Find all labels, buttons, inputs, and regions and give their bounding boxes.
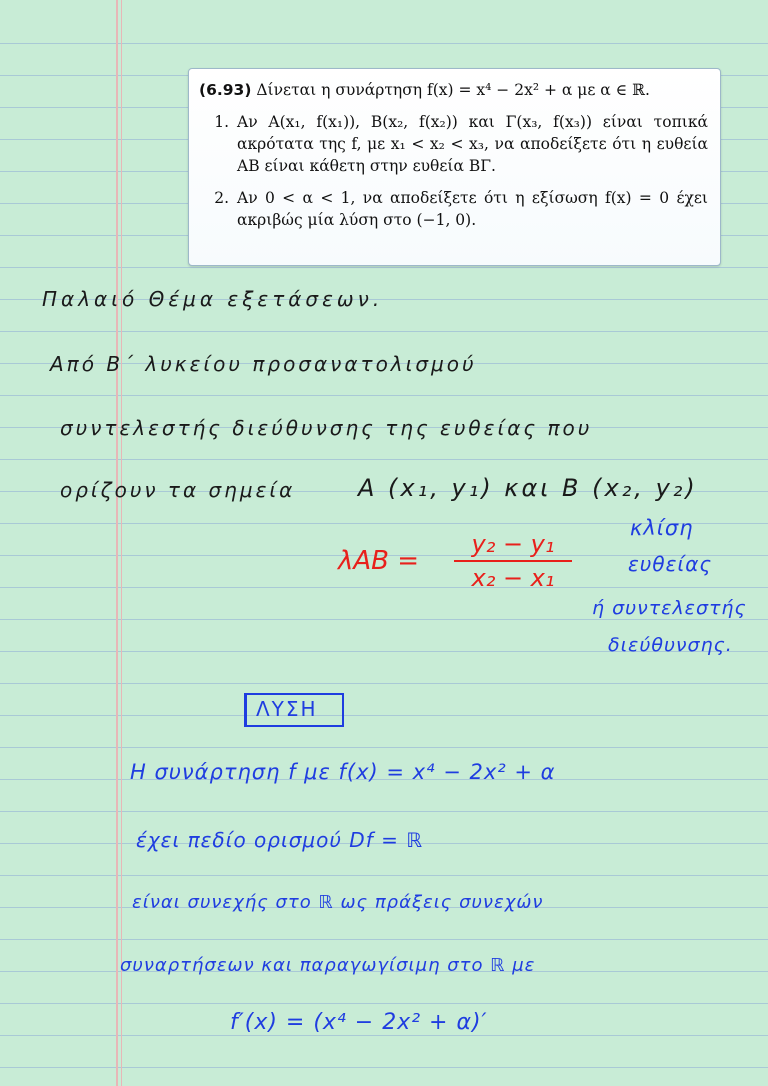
fraction-numerator: y₂ − y₁	[454, 530, 572, 562]
problem-box	[188, 68, 721, 266]
item-text: Αν 0 < α < 1, να αποδείξετε ότι η εξίσωση f(x) = 0 έχει ακριβώς μία λύση στο (−1, 0).	[237, 189, 708, 229]
side-note-1: κλίση	[630, 516, 694, 540]
note-line-2: Από Β΄ λυκείου προσανατολισμού	[50, 352, 477, 376]
notebook-margin-line	[116, 0, 118, 1086]
solution-line-5: f′(x) = (x⁴ − 2x² + α)′	[230, 1010, 488, 1035]
side-note-4: διεύθυνσης.	[608, 634, 733, 656]
fraction-denominator: x₂ − x₁	[471, 564, 555, 592]
notebook-margin-line-inner	[121, 0, 122, 1086]
item-text: Αν A(x₁, f(x₁)), B(x₂, f(x₂)) και Γ(x₃, f(x₃)) είναι τοπικά ακρότατα της f, με x₁ < x₂ < x₃, να αποδείξετε ότι η ευθεία AB είναι κάθετη στην ευθεία BΓ.	[237, 113, 708, 175]
problem-item-1	[199, 111, 708, 177]
side-note-2: ευθείας	[628, 552, 713, 576]
lambda-label: λAB =	[338, 546, 420, 576]
problem-number: (6.93)	[199, 81, 252, 99]
solution-line-2: έχει πεδίο ορισμού Df = ℝ	[136, 828, 424, 852]
note-line-3: συντελεστής διεύθυνσης της ευθείας που	[60, 416, 593, 440]
slope-fraction	[454, 530, 572, 592]
item-number: 2.	[214, 189, 229, 207]
problem-header	[199, 79, 708, 101]
note-line-4b: A (x₁, y₁) και B (x₂, y₂)	[358, 474, 698, 502]
problem-items	[199, 111, 708, 231]
solution-line-4: συναρτήσεων και παραγωγίσιμη στο ℝ με	[120, 955, 536, 976]
problem-item-2	[199, 187, 708, 231]
solution-title: ΛΥΣΗ	[256, 697, 318, 721]
note-line-4a: ορίζουν τα σημεία	[60, 478, 296, 502]
item-number: 1.	[214, 113, 229, 131]
problem-statement: Δίνεται η συνάρτηση f(x) = x⁴ − 2x² + α με α ∈ ℝ.	[256, 81, 650, 99]
solution-line-3: είναι συνεχής στο ℝ ως πράξεις συνεχών	[132, 892, 544, 913]
note-line-1: Παλαιό Θέμα εξετάσεων.	[42, 287, 384, 311]
side-note-3: ή συντελεστής	[592, 597, 747, 619]
solution-line-1: Η συνάρτηση f με f(x) = x⁴ − 2x² + α	[130, 760, 556, 784]
